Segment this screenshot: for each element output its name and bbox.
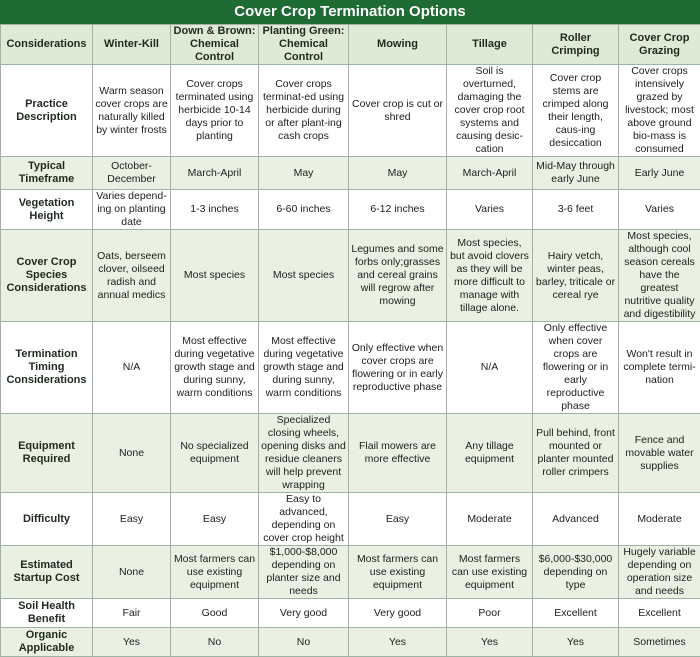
header-cell: Planting Green: Chemical Control <box>259 25 349 65</box>
row-label: Soil Health Benefit <box>1 599 93 628</box>
header-row <box>1 25 700 65</box>
table-body <box>1 65 700 657</box>
header-cell: Cover Crop Grazing <box>619 25 700 65</box>
table-cell: Fence and movable water supplies <box>619 414 700 493</box>
table-cell: Cover crop is cut or shred <box>349 65 447 157</box>
table-cell: Very good <box>259 599 349 628</box>
termination-options-table <box>0 24 700 657</box>
row-label: Vegetation Height <box>1 190 93 230</box>
row-label: Difficulty <box>1 493 93 546</box>
table-cell: Yes <box>533 628 619 657</box>
table-cell: Cover crops terminat-ed using herbicide during or after plant-ing cash crops <box>259 65 349 157</box>
table-cell: Cover crop stems are crimped along their length, caus-ing desiccation <box>533 65 619 157</box>
page-title: Cover Crop Termination Options <box>0 0 700 24</box>
header-cell: Mowing <box>349 25 447 65</box>
table-cell: No <box>259 628 349 657</box>
table-cell: May <box>259 157 349 190</box>
table-cell: Any tillage equipment <box>447 414 533 493</box>
table-cell: Good <box>171 599 259 628</box>
table-cell: Most farmers can use existing equipment <box>349 546 447 599</box>
table-cell: May <box>349 157 447 190</box>
table-cell: Easy <box>93 493 171 546</box>
row-label: Practice Description <box>1 65 93 157</box>
table-cell: Most farmers can use existing equipment <box>447 546 533 599</box>
table-cell: Only effective when cover crops are flowering or in early reproductive phase <box>533 322 619 414</box>
table-cell: No specialized equipment <box>171 414 259 493</box>
table-row <box>1 190 700 230</box>
table-row <box>1 546 700 599</box>
table-cell: Soil is overturned, damaging the cover crop root systems and causing desic-cation <box>447 65 533 157</box>
row-label: Typical Timeframe <box>1 157 93 190</box>
table-cell: Poor <box>447 599 533 628</box>
table-row <box>1 414 700 493</box>
table-cell: 1-3 inches <box>171 190 259 230</box>
table-row <box>1 628 700 657</box>
table-cell: Excellent <box>619 599 700 628</box>
table-cell: Most effective during vegetative growth stage and during sunny, warm conditions <box>171 322 259 414</box>
table-cell: Cover crops terminated using herbicide 10-14 days prior to planting <box>171 65 259 157</box>
row-label: Equipment Required <box>1 414 93 493</box>
table-row <box>1 230 700 322</box>
table-cell: N/A <box>447 322 533 414</box>
table-cell: Most species <box>259 230 349 322</box>
header-cell: Considerations <box>1 25 93 65</box>
table-row <box>1 493 700 546</box>
table-cell: March-April <box>447 157 533 190</box>
table-cell: Easy <box>171 493 259 546</box>
table-cell: Fair <box>93 599 171 628</box>
row-label: Cover Crop Species Considerations <box>1 230 93 322</box>
table-cell: Hugely variable depending on operation size and needs <box>619 546 700 599</box>
row-label: Estimated Startup Cost <box>1 546 93 599</box>
table-cell: $1,000-$8,000 depending on planter size and needs <box>259 546 349 599</box>
table-cell: Varies <box>447 190 533 230</box>
table-cell: 6-60 inches <box>259 190 349 230</box>
header-cell: Tillage <box>447 25 533 65</box>
table-cell: Cover crops intensively grazed by livestock; most above ground bio-mass is consumed <box>619 65 700 157</box>
table-cell: Legumes and some forbs only;grasses and cereal grains will regrow after mowing <box>349 230 447 322</box>
table-cell: Won't result in complete termi-nation <box>619 322 700 414</box>
table-cell: 3-6 feet <box>533 190 619 230</box>
table-row <box>1 65 700 157</box>
table-row <box>1 322 700 414</box>
table-cell: October-December <box>93 157 171 190</box>
table-cell: Very good <box>349 599 447 628</box>
table-cell: Yes <box>447 628 533 657</box>
table-cell: Excellent <box>533 599 619 628</box>
table-cell: Advanced <box>533 493 619 546</box>
table-cell: Warm season cover crops are naturally killed by winter frosts <box>93 65 171 157</box>
header-cell: Roller Crimping <box>533 25 619 65</box>
table-cell: Most species, but avoid clovers as they will be more difficult to manage with tillage alone. <box>447 230 533 322</box>
table-cell: Most effective during vegetative growth stage and during sunny, warm conditions <box>259 322 349 414</box>
table-cell: 6-12 inches <box>349 190 447 230</box>
table-row <box>1 599 700 628</box>
table-cell: Easy <box>349 493 447 546</box>
table-cell: Varies depend-ing on planting date <box>93 190 171 230</box>
table-cell: Only effective when cover crops are flowering or in early reproductive phase <box>349 322 447 414</box>
row-label: Organic Applicable <box>1 628 93 657</box>
table-cell: Pull behind, front mounted or planter mounted roller crimpers <box>533 414 619 493</box>
table-cell: Oats, berseem clover, oilseed radish and annual medics <box>93 230 171 322</box>
table-cell: Most species <box>171 230 259 322</box>
table-cell: March-April <box>171 157 259 190</box>
table-cell: Moderate <box>447 493 533 546</box>
table-cell: Flail mowers are more effective <box>349 414 447 493</box>
table-cell: No <box>171 628 259 657</box>
table-cell: None <box>93 414 171 493</box>
table-cell: Yes <box>349 628 447 657</box>
table-cell: None <box>93 546 171 599</box>
table-cell: $6,000-$30,000 depending on type <box>533 546 619 599</box>
table-cell: Easy to advanced, depending on cover crop height <box>259 493 349 546</box>
table-cell: Specialized closing wheels, opening disks and residue cleaners will help prevent wrapping <box>259 414 349 493</box>
table-cell: Varies <box>619 190 700 230</box>
table-cell: Moderate <box>619 493 700 546</box>
table-cell: Hairy vetch, winter peas, barley, triticale or cereal rye <box>533 230 619 322</box>
table-cell: Sometimes <box>619 628 700 657</box>
header-cell: Down & Brown: Chemical Control <box>171 25 259 65</box>
header-cell: Winter-Kill <box>93 25 171 65</box>
row-label: Termination Timing Considerations <box>1 322 93 414</box>
table-cell: Early June <box>619 157 700 190</box>
table-cell: Most farmers can use existing equipment <box>171 546 259 599</box>
table-cell: N/A <box>93 322 171 414</box>
table-cell: Mid-May through early June <box>533 157 619 190</box>
table-cell: Yes <box>93 628 171 657</box>
table-row <box>1 157 700 190</box>
table-cell: Most species, although cool season cereals have the greatest nutritive quality and digestibility <box>619 230 700 322</box>
